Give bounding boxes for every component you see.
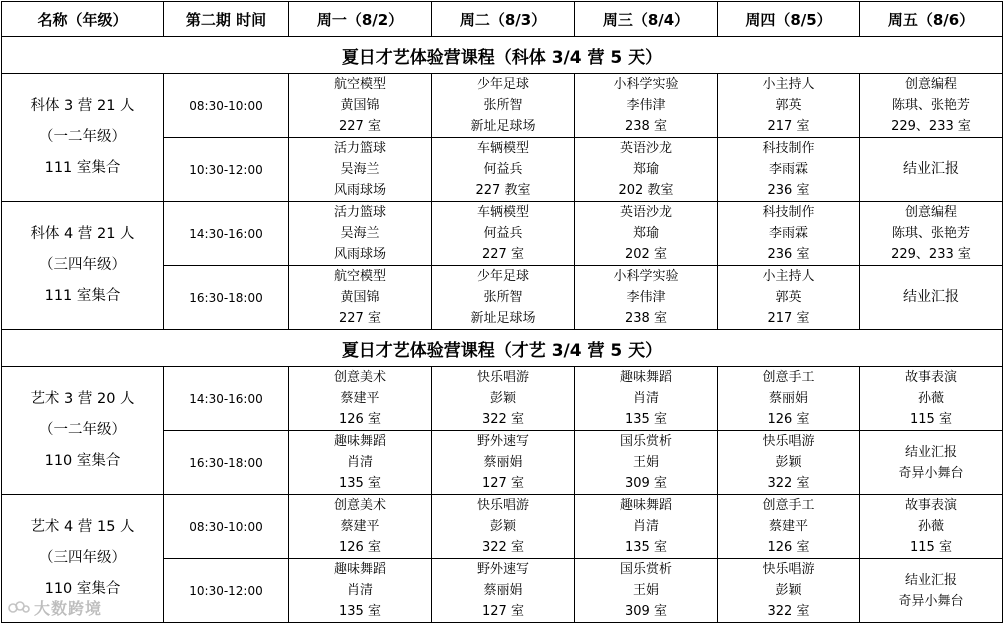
course-cell-line: 郑瑜	[632, 226, 659, 241]
course-cell-line: 结业汇报	[904, 572, 957, 588]
section-title: 夏日才艺体验营课程（才艺 3/4 营 5 天）	[2, 330, 1003, 367]
course-cell-line: 彭颖	[775, 455, 802, 470]
watermark	[8, 596, 102, 619]
course-cell-line: 229、233 室	[891, 247, 971, 262]
course-cell-line: 吴海兰	[340, 162, 380, 177]
course-cell	[289, 559, 432, 623]
course-cell	[575, 495, 718, 559]
course-cell	[575, 138, 718, 202]
course-cell	[575, 431, 718, 495]
watermark-text: 大数跨境	[34, 599, 103, 618]
course-cell-line: 故事表演	[904, 370, 957, 385]
course-cell-line: 彭颖	[489, 391, 516, 406]
course-cell-line: 风雨球场	[333, 183, 386, 198]
course-cell-line: 小科学实验	[613, 269, 679, 284]
course-cell-line: 322 室	[482, 412, 524, 427]
course-cell	[860, 74, 1003, 138]
course-cell-line: 李伟津	[626, 98, 666, 113]
course-cell-line: 英语沙龙	[619, 205, 672, 220]
course-cell	[860, 431, 1003, 495]
course-cell	[289, 202, 432, 266]
course-cell-line: 126 室	[767, 540, 810, 555]
course-cell	[432, 367, 575, 431]
course-cell-line: 郭英	[775, 98, 802, 113]
course-cell-line: 126 室	[339, 540, 381, 555]
course-cell-line: 张所智	[483, 290, 523, 305]
course-cell-line: 活力篮球	[333, 205, 386, 220]
course-cell-line: 127 室	[482, 476, 524, 491]
course-cell-line: 322 室	[482, 540, 524, 555]
course-cell-line: 快乐唱游	[762, 562, 815, 577]
course-cell-line: 126 室	[339, 412, 381, 427]
course-cell-line: 135 室	[339, 604, 381, 619]
course-cell	[718, 367, 860, 431]
course-cell-line: 创意手工	[762, 498, 815, 513]
course-cell-line: 何益兵	[483, 162, 523, 177]
course-cell	[860, 138, 1003, 202]
course-cell-line: 202 教室	[618, 183, 674, 198]
course-cell	[718, 559, 860, 623]
course-cell	[860, 495, 1003, 559]
course-cell-line: 肖清	[346, 455, 373, 470]
course-cell-line: 奇异小舞台	[898, 593, 964, 609]
course-cell-line: 何益兵	[483, 226, 523, 241]
course-cell-line: 创意编程	[904, 205, 957, 220]
course-cell-line: 227 室	[339, 311, 381, 326]
course-cell-line: 227 教室	[475, 183, 531, 198]
course-cell-line: 郑瑜	[632, 162, 659, 177]
course-cell	[432, 202, 575, 266]
course-cell-line: 蔡建平	[340, 391, 380, 406]
course-cell-line: 肖清	[632, 519, 659, 534]
section2-banner-row	[2, 330, 1003, 367]
course-cell-line: 国乐赏析	[619, 434, 672, 449]
watermark-logo-icon	[8, 599, 30, 617]
time-slot-cell: 08:30-10:00	[164, 74, 289, 138]
course-cell-line: 李雨霖	[768, 226, 808, 241]
course-cell-line: 309 室	[625, 604, 667, 619]
course-cell-line: 126 室	[767, 412, 810, 427]
group-name-line: 科体 4 营 21 人	[30, 226, 135, 242]
course-cell-line: 135 室	[625, 540, 667, 555]
section1-banner-row	[2, 37, 1003, 74]
course-cell-line: 小科学实验	[613, 77, 679, 92]
course-cell-line: 活力篮球	[333, 141, 386, 156]
group-name-line: （一二年级）	[39, 422, 126, 438]
course-cell-line: 李雨霖	[768, 162, 808, 177]
group-name-line: （三四年级）	[39, 257, 126, 273]
group-name-line: 110 室集合	[44, 453, 121, 469]
course-cell-line: 238 室	[625, 311, 667, 326]
course-cell-line: 127 室	[482, 604, 524, 619]
group-name-line: 110 室集合	[44, 581, 121, 597]
course-cell-line: 科技制作	[762, 205, 815, 220]
course-cell-line: 李伟津	[626, 290, 666, 305]
schedule-table	[1, 1, 1003, 623]
course-cell	[432, 266, 575, 330]
course-cell-line: 彭颖	[775, 583, 802, 598]
course-cell-line: 肖清	[346, 583, 373, 598]
course-cell-line: 115 室	[910, 540, 952, 555]
course-cell	[718, 431, 860, 495]
course-cell-line: 趣味舞蹈	[333, 434, 386, 449]
course-cell-line: 135 室	[625, 412, 667, 427]
course-cell-line: 小主持人	[762, 77, 815, 92]
course-cell	[718, 495, 860, 559]
course-cell-line: 结业汇报	[904, 444, 957, 460]
course-cell-line: 创意美术	[333, 498, 386, 513]
time-slot-cell: 16:30-18:00	[164, 266, 289, 330]
course-cell-line: 217 室	[767, 119, 810, 134]
course-cell	[432, 559, 575, 623]
course-cell-line: 趣味舞蹈	[333, 562, 386, 577]
course-cell-line: 张所智	[483, 98, 523, 113]
course-cell-line: 创意手工	[762, 370, 815, 385]
course-cell-line: 王娟	[632, 455, 659, 470]
course-cell-line: 车辆模型	[476, 141, 529, 156]
course-cell-line: 217 室	[767, 311, 810, 326]
course-cell-line: 王娟	[632, 583, 659, 598]
course-cell-line: 吴海兰	[340, 226, 380, 241]
course-cell-line: 新址足球场	[470, 311, 536, 326]
schedule-row	[2, 495, 1003, 559]
course-cell-line: 135 室	[339, 476, 381, 491]
course-cell-line: 少年足球	[476, 269, 529, 284]
course-cell-line: 236 室	[767, 183, 810, 198]
course-cell	[289, 367, 432, 431]
course-cell-line: 陈琪、张艳芳	[891, 98, 970, 113]
course-cell-line: 风雨球场	[333, 247, 386, 262]
header-row	[2, 2, 1003, 37]
course-cell-line: 少年足球	[476, 77, 529, 92]
course-cell	[289, 495, 432, 559]
course-cell-line: 蔡丽娟	[483, 455, 523, 470]
course-cell-line: 趣味舞蹈	[619, 498, 672, 513]
time-slot-cell: 08:30-10:00	[164, 495, 289, 559]
group-name-cell	[2, 74, 164, 202]
course-cell-line: 趣味舞蹈	[619, 370, 672, 385]
course-cell-line: 结业汇报	[903, 161, 959, 177]
course-cell-line: 蔡建平	[340, 519, 380, 534]
course-cell-line: 快乐唱游	[476, 370, 529, 385]
course-cell-line: 227 室	[482, 247, 524, 262]
course-cell	[575, 559, 718, 623]
course-cell-line: 238 室	[625, 119, 667, 134]
course-cell-line: 奇异小舞台	[898, 465, 964, 481]
group-name-line: 111 室集合	[44, 288, 121, 304]
schedule-row	[2, 202, 1003, 266]
course-cell	[860, 266, 1003, 330]
course-cell-line: 科技制作	[762, 141, 815, 156]
course-cell-line: 车辆模型	[476, 205, 529, 220]
course-cell	[289, 138, 432, 202]
group-name-cell	[2, 367, 164, 495]
course-cell	[432, 74, 575, 138]
course-cell	[860, 202, 1003, 266]
course-cell	[860, 559, 1003, 623]
course-cell-line: 蔡丽娟	[768, 391, 808, 406]
time-slot-cell: 14:30-16:00	[164, 367, 289, 431]
course-cell	[432, 431, 575, 495]
course-cell-line: 快乐唱游	[476, 498, 529, 513]
course-cell	[289, 266, 432, 330]
course-cell-line: 309 室	[625, 476, 667, 491]
course-cell	[575, 266, 718, 330]
course-cell	[575, 367, 718, 431]
group-name-line: 111 室集合	[44, 160, 121, 176]
header-day-mon: 周一（8/2）	[289, 2, 432, 37]
time-slot-cell: 10:30-12:00	[164, 559, 289, 623]
group-name-line: 艺术 3 营 20 人	[30, 391, 135, 407]
course-cell-line: 航空模型	[333, 77, 386, 92]
course-cell	[718, 74, 860, 138]
time-slot-cell: 16:30-18:00	[164, 431, 289, 495]
course-cell-line: 227 室	[339, 119, 381, 134]
course-cell	[289, 431, 432, 495]
course-cell	[432, 138, 575, 202]
course-cell-line: 新址足球场	[470, 119, 536, 134]
course-cell-line: 创意美术	[333, 370, 386, 385]
course-cell-line: 航空模型	[333, 269, 386, 284]
header-day-tue: 周二（8/3）	[432, 2, 575, 37]
course-cell-line: 孙薇	[917, 391, 944, 406]
course-cell	[432, 495, 575, 559]
course-cell	[718, 202, 860, 266]
course-cell-line: 229、233 室	[891, 119, 971, 134]
course-cell	[575, 202, 718, 266]
course-cell-line: 英语沙龙	[619, 141, 672, 156]
course-cell-line: 郭英	[775, 290, 802, 305]
course-cell	[289, 74, 432, 138]
header-day-wed: 周三（8/4）	[575, 2, 718, 37]
course-cell-line: 小主持人	[762, 269, 815, 284]
course-cell-line: 236 室	[767, 247, 810, 262]
schedule-body	[2, 37, 1003, 623]
course-cell-line: 野外速写	[476, 562, 529, 577]
course-cell-line: 蔡建平	[768, 519, 808, 534]
course-cell-line: 彭颖	[489, 519, 516, 534]
course-cell-line: 孙薇	[917, 519, 944, 534]
course-cell-line: 创意编程	[904, 77, 957, 92]
schedule-row	[2, 367, 1003, 431]
time-slot-cell: 10:30-12:00	[164, 138, 289, 202]
group-name-line: （三四年级）	[39, 550, 126, 566]
course-cell-line: 黄国锦	[340, 290, 380, 305]
course-cell-line: 结业汇报	[903, 289, 959, 305]
schedule-row	[2, 74, 1003, 138]
course-cell-line: 322 室	[767, 476, 810, 491]
course-cell	[718, 266, 860, 330]
course-cell-line: 陈琪、张艳芳	[891, 226, 970, 241]
group-name-line: （一二年级）	[39, 129, 126, 145]
course-cell-line: 115 室	[910, 412, 952, 427]
course-cell-line: 快乐唱游	[762, 434, 815, 449]
course-cell-line: 黄国锦	[340, 98, 380, 113]
course-cell	[575, 74, 718, 138]
group-name-cell	[2, 202, 164, 330]
header-day-fri: 周五（8/6）	[860, 2, 1003, 37]
course-cell-line: 国乐赏析	[619, 562, 672, 577]
course-cell	[718, 138, 860, 202]
header-period-time: 第二期 时间	[164, 2, 289, 37]
group-name-line: 科体 3 营 21 人	[30, 98, 135, 114]
time-slot-cell: 14:30-16:00	[164, 202, 289, 266]
course-cell-line: 蔡丽娟	[483, 583, 523, 598]
course-cell-line: 肖清	[632, 391, 659, 406]
course-cell-line: 野外速写	[476, 434, 529, 449]
course-cell-line: 322 室	[767, 604, 810, 619]
course-cell	[860, 367, 1003, 431]
group-name-line: 艺术 4 营 15 人	[30, 519, 135, 535]
header-day-thu: 周四（8/5）	[718, 2, 860, 37]
course-cell-line: 202 室	[625, 247, 667, 262]
section-title: 夏日才艺体验营课程（科体 3/4 营 5 天）	[2, 37, 1003, 74]
header-name-grade: 名称（年级）	[2, 2, 164, 37]
course-cell-line: 故事表演	[904, 498, 957, 513]
